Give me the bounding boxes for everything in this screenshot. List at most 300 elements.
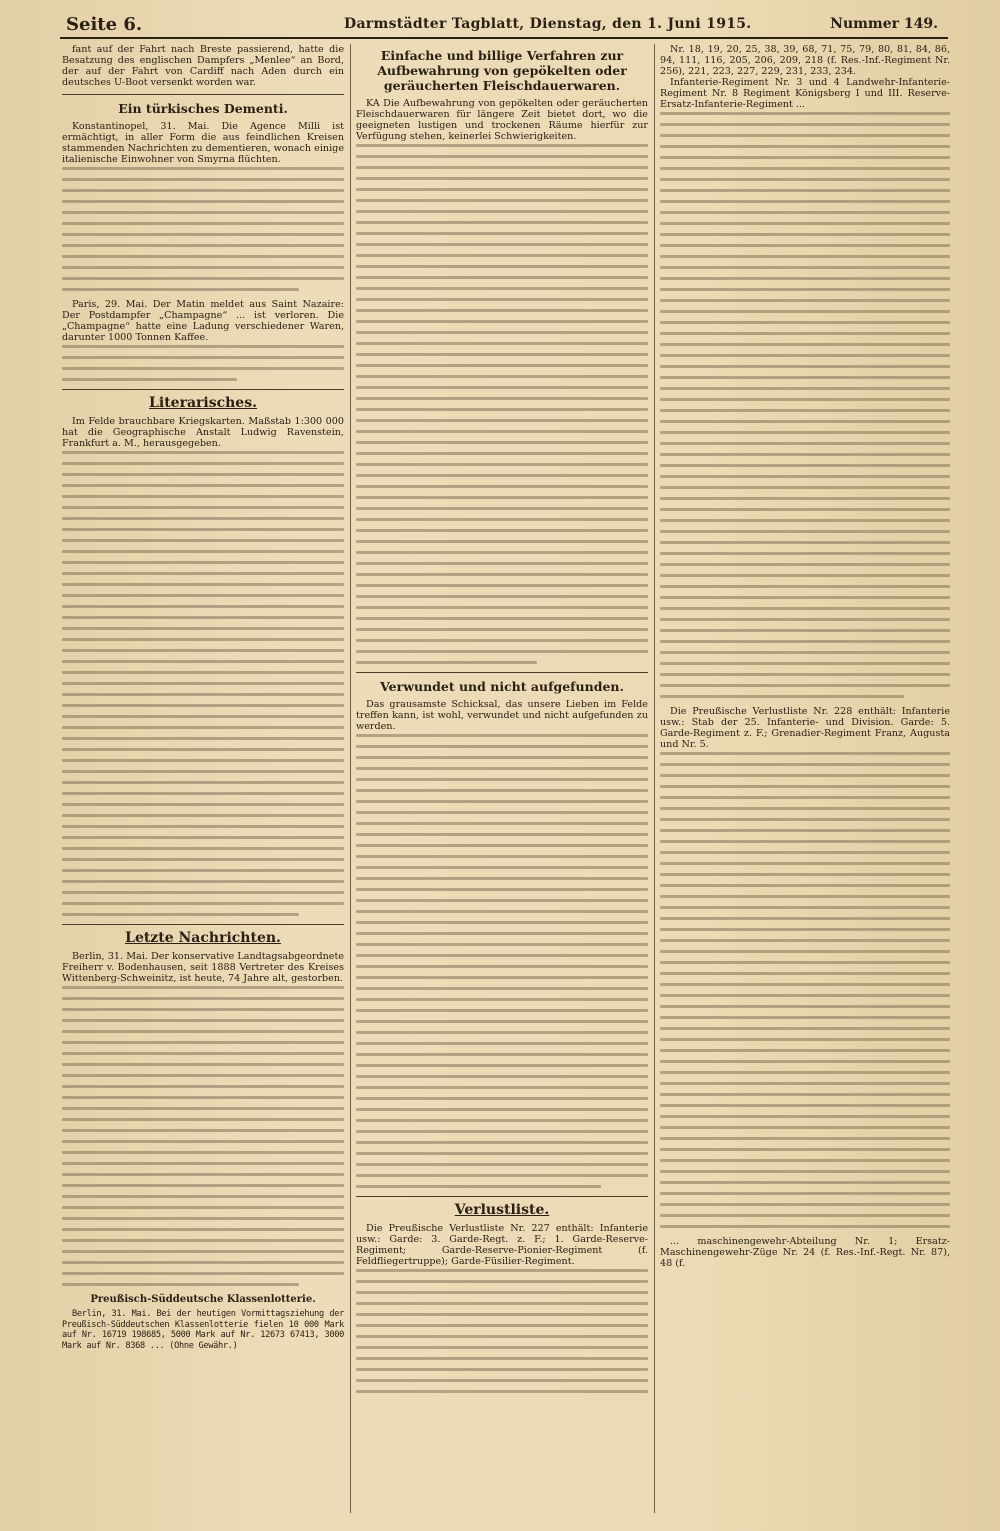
article-body: [62, 986, 344, 1286]
text-line: [660, 464, 950, 467]
casualty-list-fragment: ... maschinengewehr-Abteilung Nr. 1; Ersatz-Maschinengewehr-Züge Nr. 24 (f. Res.-Inf.-Regt. Nr. 87), 48 (f.: [660, 1236, 950, 1269]
issue-number: Nummer 149.: [830, 16, 938, 32]
text-line: [356, 320, 648, 323]
text-line: [660, 332, 950, 335]
text-line: [62, 539, 344, 542]
text-line: [356, 298, 648, 301]
masthead: Darmstädter Tagblatt, Dienstag, den 1. Juni 1915.: [344, 16, 752, 32]
text-line: [62, 211, 344, 214]
text-line: [62, 997, 344, 1000]
text-line: [356, 474, 648, 477]
text-line: [356, 1152, 648, 1155]
text-line: [660, 829, 950, 832]
text-line: [660, 299, 950, 302]
text-line: [356, 1064, 648, 1067]
text-line: [62, 244, 344, 247]
text-line: [356, 221, 648, 224]
text-line: [62, 473, 344, 476]
article-lead: Die Preußische Verlustliste Nr. 227 enthält: Infanterie usw.: Garde: 3. Garde-Regt. z. F.; 1. Garde-Reserve-Regiment; Garde-Reserve-Pionier-Regiment (f. Feldfliegertruppe); Garde-Füsilier-Regiment.: [356, 1223, 648, 1267]
text-line: [62, 506, 344, 509]
text-line: [356, 144, 648, 147]
text-line: [356, 1009, 648, 1012]
text-line: [660, 1203, 950, 1206]
text-line: [62, 1140, 344, 1143]
text-line: [62, 178, 344, 181]
text-line: [660, 994, 950, 997]
text-line: [62, 638, 344, 641]
text-line: [62, 770, 344, 773]
text-line: [356, 617, 648, 620]
text-line: [660, 409, 950, 412]
page-number: Seite 6.: [66, 14, 143, 35]
text-line: [356, 276, 648, 279]
text-line: [660, 486, 950, 489]
text-line: [356, 1020, 648, 1023]
intro-fragment: fant auf der Fahrt nach Breste passierend, hatte die Besatzung des englischen Dampfers „Menlee“ an Bord, der auf der Fahrt von Cardiff nach Aden durch ein deutsches U-Boot versenkt worden war.: [62, 44, 344, 88]
text-line: [660, 818, 950, 821]
text-line: [660, 1005, 950, 1008]
article-lead: Das grausamste Schicksal, das unsere Lieben im Felde treffen kann, ist wohl, verwundet und nicht aufgefunden zu werden.: [356, 699, 648, 732]
text-line: [660, 453, 950, 456]
text-line: [356, 943, 648, 946]
text-line: [62, 913, 299, 916]
text-line: [356, 855, 648, 858]
text-line: [356, 177, 648, 180]
column-3: [660, 44, 950, 1513]
text-line: [356, 232, 648, 235]
text-line: [62, 649, 344, 652]
text-line: [660, 112, 950, 115]
text-line: [660, 785, 950, 788]
text-line: [62, 616, 344, 619]
article-title: Einfache und billige Verfahren zur Aufbewahrung von gepökelten oder geräucherten Fleischdauerwaren.: [377, 48, 627, 93]
text-line: [660, 233, 950, 236]
text-line: [356, 254, 648, 257]
text-line: [62, 1239, 344, 1242]
text-line: [660, 895, 950, 898]
text-line: [356, 1119, 648, 1122]
text-line: [660, 167, 950, 170]
text-line: [62, 803, 344, 806]
header-rule: [60, 37, 948, 39]
text-line: [660, 398, 950, 401]
text-line: [356, 210, 648, 213]
text-line: [62, 255, 344, 258]
text-line: [62, 704, 344, 707]
text-line: [660, 156, 950, 159]
text-line: [62, 715, 344, 718]
text-line: [356, 243, 648, 246]
text-line: [62, 660, 344, 663]
text-line: [62, 1173, 344, 1176]
text-line: [356, 833, 648, 836]
text-line: [356, 188, 648, 191]
text-line: [660, 585, 950, 588]
text-line: [62, 1063, 344, 1066]
text-line: [660, 651, 950, 654]
section-title: Verlustliste.: [454, 1202, 550, 1218]
text-line: [660, 475, 950, 478]
text-line: [356, 331, 648, 334]
article-body: [356, 734, 648, 1188]
text-line: [356, 1086, 648, 1089]
divider: [62, 94, 344, 95]
text-line: [356, 199, 648, 202]
text-line: [356, 1075, 648, 1078]
text-line: [660, 189, 950, 192]
text-line: [62, 847, 344, 850]
text-line: [62, 825, 344, 828]
column-1: [62, 44, 344, 1513]
text-line: [356, 734, 648, 737]
text-line: [62, 528, 344, 531]
casualty-list-body: [660, 112, 950, 698]
text-line: [356, 430, 648, 433]
text-line: [660, 972, 950, 975]
text-line: [356, 767, 648, 770]
text-line: [356, 309, 648, 312]
text-line: [356, 155, 648, 158]
text-line: [660, 1038, 950, 1041]
text-line: [62, 986, 344, 989]
text-line: [356, 899, 648, 902]
text-line: [356, 954, 648, 957]
text-line: [660, 618, 950, 621]
text-line: [356, 496, 648, 499]
text-line: [356, 877, 648, 880]
text-line: [660, 596, 950, 599]
article-lead: Konstantinopel, 31. Mai. Die Agence Milli ist ermächtigt, in aller Form die aus feindlichen Kreisen stammenden Nachrichten zu dementieren, wonach einige italienische Einwohner von Smyrna flüchten.: [62, 121, 344, 165]
text-line: [356, 1108, 648, 1111]
text-line: [62, 550, 344, 553]
text-line: [660, 1159, 950, 1162]
text-line: [356, 507, 648, 510]
page-header: [44, 10, 956, 38]
text-line: [660, 763, 950, 766]
text-line: [660, 1137, 950, 1140]
text-line: [660, 365, 950, 368]
text-line: [356, 965, 648, 968]
article-body: [356, 1269, 648, 1393]
text-line: [62, 484, 344, 487]
text-line: [62, 1195, 344, 1198]
text-line: [356, 998, 648, 1001]
text-line: [660, 442, 950, 445]
text-line: [62, 233, 344, 236]
text-line: [660, 695, 904, 698]
text-line: [356, 745, 648, 748]
text-line: [62, 737, 344, 740]
text-line: [660, 884, 950, 887]
text-line: [660, 508, 950, 511]
text-line: [356, 1163, 648, 1166]
text-line: [660, 983, 950, 986]
text-line: [356, 1130, 648, 1133]
text-line: [660, 862, 950, 865]
text-line: [356, 342, 648, 345]
text-line: [62, 288, 299, 291]
article-title: Verwundet und nicht aufgefunden.: [380, 679, 624, 694]
text-line: [660, 310, 950, 313]
text-line: [660, 840, 950, 843]
text-line: [660, 1170, 950, 1173]
section-title: Letzte Nachrichten.: [125, 930, 281, 946]
text-line: [356, 364, 648, 367]
text-line: [356, 987, 648, 990]
text-line: [356, 529, 648, 532]
text-line: [660, 1016, 950, 1019]
text-line: [660, 178, 950, 181]
text-line: [356, 1280, 648, 1283]
text-line: [660, 277, 950, 280]
text-line: [62, 792, 344, 795]
article-title: Ein türkisches Dementi.: [118, 101, 288, 116]
text-line: [660, 1148, 950, 1151]
text-line: [62, 836, 344, 839]
text-line: [660, 607, 950, 610]
text-line: [62, 748, 344, 751]
text-line: [356, 287, 648, 290]
text-line: [660, 519, 950, 522]
article-body: [62, 167, 344, 291]
text-line: [356, 778, 648, 781]
text-line: [356, 932, 648, 935]
text-line: [660, 563, 950, 566]
text-line: [62, 880, 344, 883]
text-line: [660, 807, 950, 810]
text-line: [660, 431, 950, 434]
text-line: [62, 1283, 299, 1286]
text-line: [660, 497, 950, 500]
text-line: [356, 375, 648, 378]
text-line: [356, 756, 648, 759]
text-line: [356, 811, 648, 814]
divider: [62, 389, 344, 390]
text-line: [62, 671, 344, 674]
text-line: [660, 917, 950, 920]
divider: [356, 672, 648, 673]
text-line: [356, 452, 648, 455]
text-line: [356, 1313, 648, 1316]
casualty-list-body: [660, 752, 950, 1228]
text-line: [660, 343, 950, 346]
text-line: [356, 1042, 648, 1045]
text-line: [660, 752, 950, 755]
text-line: [62, 1184, 344, 1187]
text-line: [660, 420, 950, 423]
text-line: [356, 1390, 648, 1393]
text-line: [660, 211, 950, 214]
text-line: [62, 858, 344, 861]
text-line: [62, 222, 344, 225]
text-line: [356, 844, 648, 847]
text-line: [62, 517, 344, 520]
text-line: [356, 1302, 648, 1305]
text-line: [660, 123, 950, 126]
text-line: [62, 1085, 344, 1088]
text-line: [62, 167, 344, 170]
text-line: [356, 518, 648, 521]
text-line: [660, 354, 950, 357]
text-line: [660, 1115, 950, 1118]
text-line: [660, 1126, 950, 1129]
text-line: [660, 928, 950, 931]
text-line: [356, 910, 648, 913]
text-line: [62, 1250, 344, 1253]
text-line: [62, 781, 344, 784]
text-line: [356, 976, 648, 979]
text-line: [660, 1082, 950, 1085]
text-line: [660, 321, 950, 324]
text-line: [660, 796, 950, 799]
text-line: [356, 866, 648, 869]
text-line: [660, 387, 950, 390]
text-line: [660, 906, 950, 909]
text-line: [62, 814, 344, 817]
text-line: [356, 166, 648, 169]
text-line: [660, 200, 950, 203]
text-line: [62, 1162, 344, 1165]
text-line: [62, 1074, 344, 1077]
text-line: [660, 662, 950, 665]
text-line: [62, 1118, 344, 1121]
text-line: [62, 759, 344, 762]
text-line: [62, 605, 344, 608]
text-line: [660, 629, 950, 632]
text-line: [660, 1049, 950, 1052]
text-line: [356, 822, 648, 825]
text-line: [356, 397, 648, 400]
text-line: [62, 345, 344, 348]
text-line: [62, 462, 344, 465]
text-line: [356, 1053, 648, 1056]
text-line: [356, 353, 648, 356]
text-line: [660, 1104, 950, 1107]
text-line: [356, 661, 537, 664]
text-line: [62, 200, 344, 203]
text-line: [660, 851, 950, 854]
text-line: [356, 1379, 648, 1382]
text-line: [356, 551, 648, 554]
text-line: [356, 800, 648, 803]
text-line: [356, 1269, 648, 1272]
divider: [356, 1196, 648, 1197]
text-line: [660, 574, 950, 577]
article-lead: Paris, 29. Mai. Der Matin meldet aus Saint Nazaire: Der Postdampfer „Champagne“ ... ist verloren. Die „Champagne“ hatte eine Ladung verschiedener Waren, darunter 1000 Tonnen Kaffee.: [62, 299, 344, 343]
text-line: [62, 726, 344, 729]
text-line: [660, 1192, 950, 1195]
text-line: [660, 541, 950, 544]
text-line: [356, 1185, 601, 1188]
text-line: [62, 1107, 344, 1110]
text-line: [62, 902, 344, 905]
text-line: [660, 134, 950, 137]
text-line: [660, 684, 950, 687]
text-line: [660, 950, 950, 953]
text-line: [660, 640, 950, 643]
text-line: [62, 693, 344, 696]
text-line: [660, 774, 950, 777]
text-line: [62, 583, 344, 586]
column-divider: [654, 44, 655, 1513]
text-line: [356, 573, 648, 576]
text-line: [356, 441, 648, 444]
text-line: [62, 1030, 344, 1033]
text-line: [62, 1272, 344, 1275]
column-divider: [350, 44, 351, 1513]
text-line: [356, 1357, 648, 1360]
text-line: [62, 1129, 344, 1132]
text-line: [62, 1096, 344, 1099]
article-body: [62, 345, 344, 381]
text-line: [660, 1071, 950, 1074]
text-line: [356, 921, 648, 924]
text-line: [62, 451, 344, 454]
text-line: [62, 1041, 344, 1044]
text-line: [356, 540, 648, 543]
text-line: [62, 266, 344, 269]
text-line: [660, 376, 950, 379]
text-line: [356, 1346, 648, 1349]
text-line: [62, 495, 344, 498]
text-line: [356, 606, 648, 609]
text-line: [62, 356, 344, 359]
text-line: [62, 1206, 344, 1209]
text-line: [660, 939, 950, 942]
text-line: [356, 1335, 648, 1338]
text-line: [356, 463, 648, 466]
text-line: [660, 266, 950, 269]
text-line: [62, 1008, 344, 1011]
section-title: Literarisches.: [149, 395, 257, 411]
text-line: [660, 673, 950, 676]
text-line: [660, 288, 950, 291]
text-line: [660, 222, 950, 225]
text-line: [62, 891, 344, 894]
text-line: [356, 1174, 648, 1177]
text-line: [356, 485, 648, 488]
article-lead: Berlin, 31. Mai. Der konservative Landtagsabgeordnete Freiherr v. Bodenhausen, seit 1888 Vertreter des Kreises Wittenberg-Schweinitz, ist heute, 74 Jahre alt, gestorben.: [62, 951, 344, 984]
text-line: [62, 1052, 344, 1055]
text-line: [62, 189, 344, 192]
text-line: [356, 639, 648, 642]
text-line: [356, 1097, 648, 1100]
text-line: [62, 1217, 344, 1220]
article-body: [356, 144, 648, 664]
lottery-results: Berlin, 31. Mai. Bei der heutigen Vormittagsziehung der Preußisch-Süddeutschen Klassenlotterie fielen 10 000 Mark auf Nr. 16719 198685, 5000 Mark auf Nr. 12673 67413, 3000 Mark auf Nr. 8368 ... (Ohne Gewähr.): [62, 1309, 344, 1351]
text-line: [356, 628, 648, 631]
column-2: [356, 44, 648, 1513]
text-line: [356, 1368, 648, 1371]
text-line: [62, 627, 344, 630]
lottery-title: Preußisch-Süddeutsche Klassenlotterie.: [90, 1294, 316, 1305]
text-line: [660, 1181, 950, 1184]
text-line: [62, 378, 237, 381]
text-line: [660, 530, 950, 533]
text-line: [660, 552, 950, 555]
text-line: [62, 594, 344, 597]
text-line: [660, 1214, 950, 1217]
text-line: [62, 561, 344, 564]
text-line: [62, 1151, 344, 1154]
text-line: [660, 1027, 950, 1030]
text-line: [356, 888, 648, 891]
text-line: [356, 1324, 648, 1327]
text-line: [356, 386, 648, 389]
text-line: [356, 1291, 648, 1294]
text-line: [62, 367, 344, 370]
text-line: [356, 1141, 648, 1144]
